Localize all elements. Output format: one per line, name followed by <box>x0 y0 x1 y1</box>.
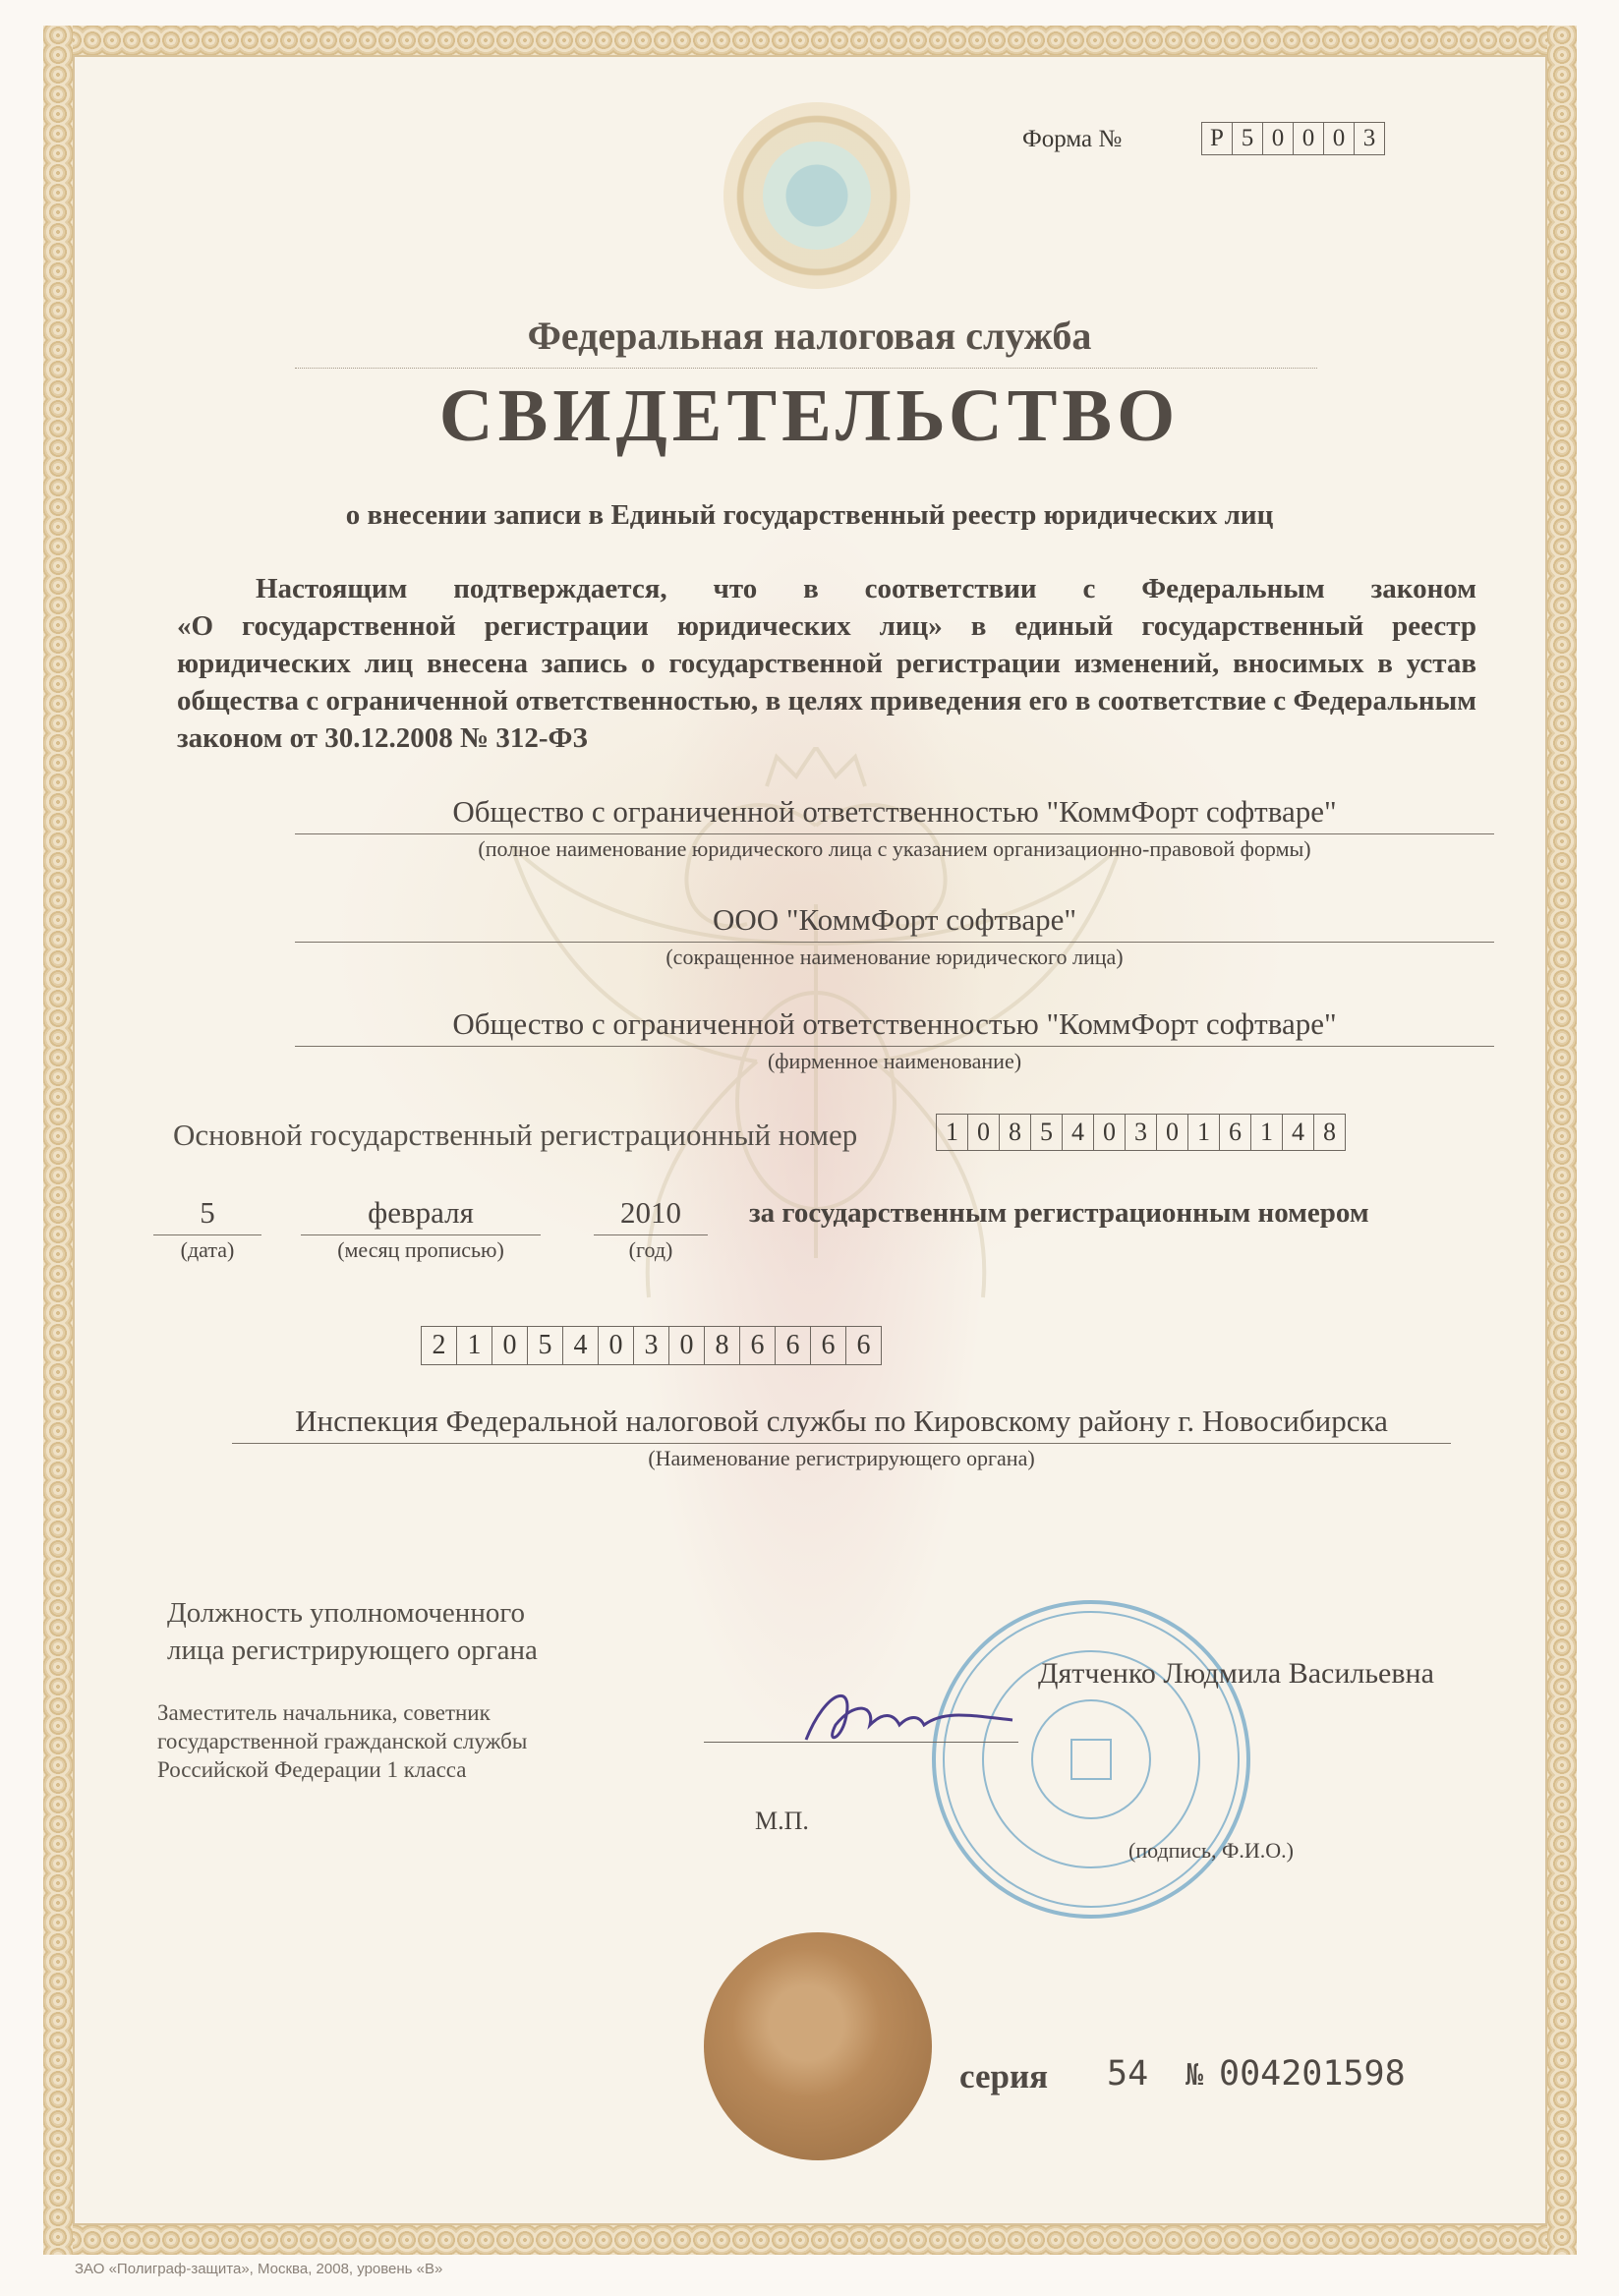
guilloche-border-bottom <box>43 2225 1577 2255</box>
ogrn-digit: 4 <box>1063 1114 1094 1151</box>
underline <box>295 1046 1494 1047</box>
confirmation-paragraph <box>177 570 1476 757</box>
form-code-cell: Р <box>1201 122 1233 155</box>
grn-digit: 4 <box>563 1326 599 1365</box>
number-sign: № <box>1185 2058 1204 2093</box>
form-code-cell: 0 <box>1294 122 1324 155</box>
underline <box>301 1234 541 1235</box>
position-line: Заместитель начальника, советник <box>157 1700 491 1725</box>
ogrn-label: Основной государственный регистрационный номер <box>173 1118 858 1152</box>
paragraph-first-line: Настоящим подтверждается, что в соответствии с Федеральным законом <box>256 573 1476 604</box>
ogrn-digit: 1 <box>936 1114 968 1151</box>
series-label: серия <box>959 2057 1049 2095</box>
ogrn-digit: 1 <box>1251 1114 1283 1151</box>
guilloche-border-right <box>1547 26 1577 2255</box>
underline <box>295 942 1494 943</box>
short-name-caption: (сокращенное наименование юридического лица) <box>665 945 1124 969</box>
position-line: Российской Федерации 1 класса <box>157 1757 467 1782</box>
grn-digit: 6 <box>740 1326 776 1365</box>
date-year: 2010 <box>620 1195 681 1230</box>
paragraph-body: «О государственной регистрации юридических лиц» в единый государственный реестр юридических лиц внесена запись о государственной регистрации изменений, вносимых в устав общества с ограниченной ответственностью, в целях приведения его в соответствие с Федеральным законом от 30.12.2008 № 312-ФЗ <box>177 610 1476 754</box>
short-name-value: ООО "КоммФорт софтваре" <box>712 902 1077 937</box>
gold-seal <box>704 1932 932 2160</box>
position-title-line: Должность уполномоченного <box>167 1597 526 1629</box>
underline <box>153 1234 261 1235</box>
ogrn-digit: 4 <box>1283 1114 1314 1151</box>
ogrn-digit: 6 <box>1220 1114 1251 1151</box>
position-text <box>157 1698 527 1784</box>
grn-digit: 8 <box>705 1326 740 1365</box>
guilloche-border-left <box>43 26 73 2255</box>
full-name-caption: (полное наименование юридического лица с указанием организационно-правовой формы) <box>478 836 1311 861</box>
ogrn-digit: 3 <box>1126 1114 1157 1151</box>
stamp-place-label: М.П. <box>755 1807 809 1835</box>
grn-digit: 0 <box>492 1326 528 1365</box>
document-title: СВИДЕТЕЛЬСТВО <box>438 374 1181 457</box>
signature-caption: (подпись, Ф.И.О.) <box>1128 1838 1294 1863</box>
form-code-cell: 5 <box>1233 122 1263 155</box>
date-month: февраля <box>368 1195 474 1230</box>
grn-label: за государственным регистрационным номером <box>749 1197 1369 1229</box>
ogrn-digit: 0 <box>1094 1114 1126 1151</box>
signatory-name: Дятченко Людмила Васильевна <box>1038 1657 1434 1690</box>
form-code-cell: 0 <box>1263 122 1294 155</box>
grn-digit: 0 <box>669 1326 705 1365</box>
guilloche-border-top <box>43 26 1577 55</box>
firm-name-field <box>295 1006 1494 1074</box>
underline <box>295 833 1494 834</box>
ogrn-digit: 8 <box>1000 1114 1031 1151</box>
ogrn-digit: 8 <box>1314 1114 1346 1151</box>
handwritten-signature <box>786 1671 1022 1759</box>
date-month-caption: (месяц прописью) <box>337 1237 504 1262</box>
firm-name-caption: (фирменное наименование) <box>767 1049 1022 1073</box>
authority-caption: (Наименование регистрирующего органа) <box>648 1446 1035 1470</box>
underline <box>594 1234 708 1235</box>
ogrn-digit: 1 <box>1188 1114 1220 1151</box>
document-subtitle: о внесении записи в Единый государственный реестр юридических лиц <box>345 499 1274 531</box>
grn-digit: 2 <box>421 1326 457 1365</box>
ogrn-digit: 5 <box>1031 1114 1063 1151</box>
grn-digit: 0 <box>599 1326 634 1365</box>
grn-boxes <box>421 1326 882 1365</box>
ogrn-digit: 0 <box>1157 1114 1188 1151</box>
date-year-caption: (год) <box>628 1237 673 1262</box>
grn-digit: 1 <box>457 1326 492 1365</box>
form-code <box>1201 122 1385 155</box>
form-label: Форма № <box>1022 126 1123 152</box>
form-code-cell: 3 <box>1355 122 1385 155</box>
ogrn-digit: 0 <box>968 1114 1000 1151</box>
firm-name-value: Общество с ограниченной ответственностью "КоммФорт софтваре" <box>452 1006 1337 1041</box>
divider <box>295 368 1317 369</box>
signature-line <box>704 1742 1018 1743</box>
position-title <box>167 1594 538 1669</box>
grn-digit: 3 <box>634 1326 669 1365</box>
full-name-field <box>295 794 1494 862</box>
issuing-service: Федеральная налоговая служба <box>527 314 1092 358</box>
position-title-line: лица регистрирующего органа <box>167 1635 538 1666</box>
date-year-field <box>594 1195 708 1263</box>
date-day-field <box>153 1195 261 1263</box>
grn-digit: 6 <box>846 1326 882 1365</box>
form-code-cell: 0 <box>1324 122 1355 155</box>
short-name-field <box>295 902 1494 970</box>
position-line: государственной гражданской службы <box>157 1729 528 1753</box>
official-stamp <box>924 1592 1258 1926</box>
grn-digit: 5 <box>528 1326 563 1365</box>
series-number: 54 <box>1107 2054 1149 2094</box>
underline <box>232 1443 1451 1444</box>
date-month-field <box>301 1195 541 1263</box>
grn-digit: 6 <box>776 1326 811 1365</box>
full-name-value: Общество с ограниченной ответственностью "КоммФорт софтваре" <box>452 794 1337 829</box>
hologram-eagle-icon <box>763 142 871 250</box>
date-day-caption: (дата) <box>180 1237 235 1262</box>
ogrn-boxes <box>936 1114 1346 1151</box>
authority-field <box>232 1404 1451 1471</box>
certificate-number: 004201598 <box>1219 2054 1406 2094</box>
printer-imprint: ЗАО «Полиграф-защита», Москва, 2008, уровень «В» <box>75 2261 443 2277</box>
grn-digit: 6 <box>811 1326 846 1365</box>
date-day: 5 <box>200 1195 215 1230</box>
authority-value: Инспекция Федеральной налоговой службы по Кировскому району г. Новосибирска <box>295 1404 1388 1438</box>
